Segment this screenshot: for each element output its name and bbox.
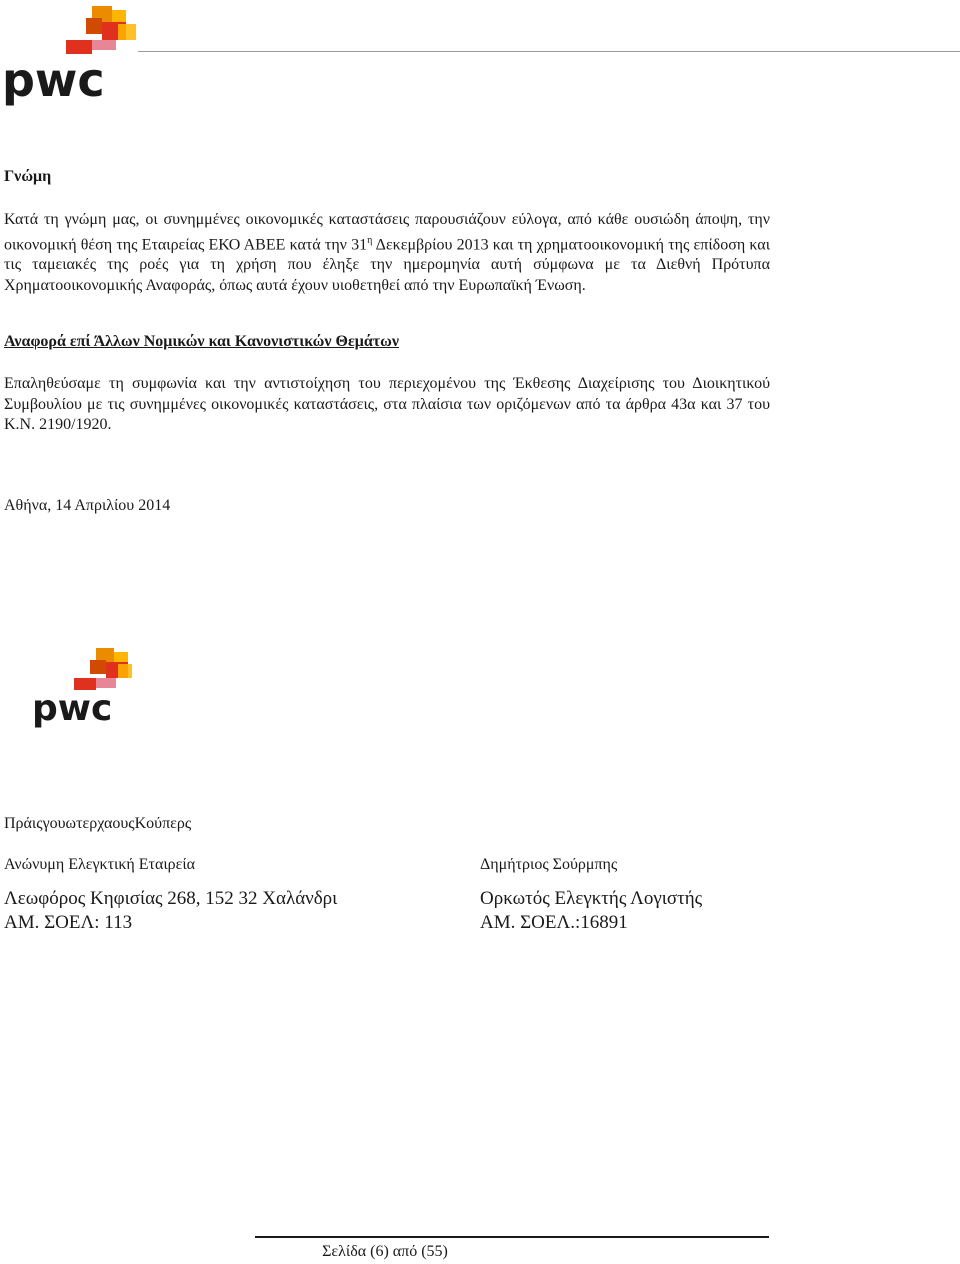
- firm-type: Ανώνυμη Ελεγκτική Εταιρεία: [4, 856, 196, 873]
- auditor-registration: ΑΜ. ΣΟΕΛ.:16891: [480, 912, 628, 933]
- pwc-signature-logo: [30, 644, 140, 734]
- pwc-signature-logo-text: pwc: [32, 688, 113, 729]
- footer-rule: [255, 1236, 769, 1238]
- other-matters-body: Επαληθεύσαμε τη συμφωνία και την αντιστοίχηση του περιεχομένου της Έκθεσης Διαχείρισης του Διοικητικού Συμβουλίου με τις συνημμένες οικονομικές καταστάσεις, στα πλαίσια των οριζόμενων από τα άρθρα 43α και 37 του Κ.Ν. 2190/1920.: [4, 375, 770, 433]
- firm-registration: ΑΜ. ΣΟΕΛ: 113: [4, 912, 133, 933]
- opinion-paragraph: [4, 210, 770, 296]
- other-matters-title: Αναφορά επί Άλλων Νομικών και Κανονιστικών Θεμάτων: [4, 333, 400, 350]
- auditor-name: Δημήτριος Σούρμπης: [480, 856, 618, 873]
- firm-name: ΠράιςγουωτερχαουςΚούπερς: [4, 815, 192, 832]
- auditor-title: Ορκωτός Ελεγκτής Λογιστής: [480, 888, 703, 909]
- opinion-body-rest: Δεκεμβρίου 2013 και τη χρηματοοικονομική της επίδοση και τις ταμειακές της ροές για τη χρήση που έληξε την ημερομηνία αυτή σύμφωνα με τα Διεθνή Πρότυπα Χρηματοοικονομικής Αναφοράς, όπως αυτά έχουν υιοθετηθεί από την Ευρωπαϊκή Ένωση.: [4, 235, 770, 294]
- pwc-logo-text: pwc: [2, 53, 105, 107]
- header-rule: [138, 51, 960, 52]
- opinion-superscript: η: [367, 234, 373, 246]
- opinion-title: Γνώμη: [4, 168, 52, 185]
- page-number: Σελίδα (6) από (55): [322, 1243, 448, 1260]
- other-matters-paragraph: [4, 374, 770, 436]
- firm-address: Λεωφόρος Κηφισίας 268, 152 32 Χαλάνδρι: [4, 888, 338, 909]
- pwc-logo: [0, 0, 140, 110]
- place-date: Αθήνα, 14 Απριλίου 2014: [4, 497, 171, 514]
- opinion-body: Κατά τη γνώμη μας, οι συνημμένες οικονομικές καταστάσεις παρουσιάζουν εύλογα, από κάθε ουσιώδη άποψη, την οικονομική θέση της Εταιρείας ΕΚΟ ΑΒΕΕ κατά την 31: [4, 211, 770, 253]
